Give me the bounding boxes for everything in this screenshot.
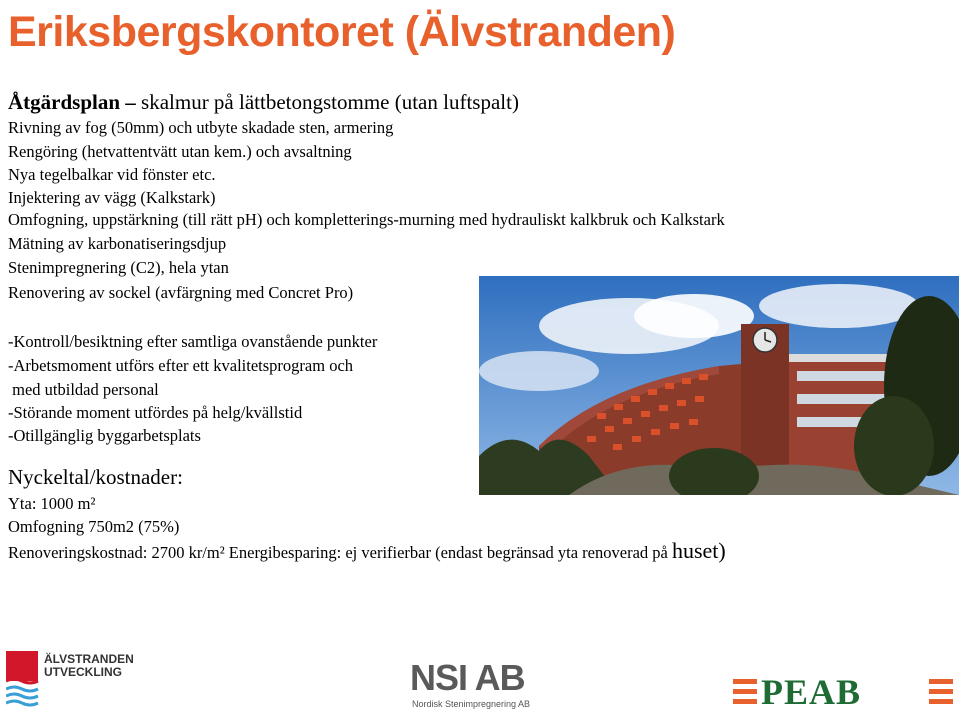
action-plan-heading-bold: Åtgärdsplan – bbox=[8, 90, 136, 114]
note-1: -Kontroll/besiktning efter samtliga ovanstående punkter bbox=[8, 332, 378, 351]
alvstranden-logo bbox=[6, 651, 136, 711]
action-item-2: Rengöring (hetvattentvätt utan kem.) och avsaltning bbox=[8, 142, 352, 161]
key-figures-heading: Nyckeltal/kostnader: bbox=[8, 465, 183, 489]
key-figure-repointing: Omfogning 750m2 (75%) bbox=[8, 517, 180, 536]
action-item-1: Rivning av fog (50mm) och utbyte skadade sten, armering bbox=[8, 118, 394, 137]
action-plan-heading-rest: skalmur på lättbetongstomme (utan luftspalt) bbox=[135, 90, 519, 114]
note-2: -Arbetsmoment utförs efter ett kvalitetsprogram och bbox=[8, 356, 354, 375]
alvstranden-logo-mark bbox=[6, 651, 40, 709]
peab-logo-word: PEAB bbox=[761, 672, 862, 712]
key-figure-area: Yta: 1000 m² bbox=[8, 494, 96, 513]
action-plan-heading bbox=[8, 90, 519, 114]
peab-logo bbox=[733, 672, 953, 712]
key-figure-cost-end: huset) bbox=[671, 538, 726, 563]
building-photo bbox=[479, 276, 959, 495]
alvstranden-logo-line1: ÄLVSTRANDEN bbox=[44, 652, 134, 666]
page-title: Eriksbergskontoret (Älvstranden) bbox=[8, 8, 676, 56]
nsi-logo-word: NSI AB bbox=[410, 657, 525, 698]
action-item-5: Omfogning, uppstärkning (till rätt pH) och kompletterings-murning med hydrauliskt kalkbruk och Kalkstark bbox=[8, 210, 725, 229]
nsi-logo bbox=[410, 658, 540, 714]
alvstranden-logo-text bbox=[44, 653, 134, 679]
action-item-7: Stenimpregnering (C2), hela ytan bbox=[8, 258, 229, 277]
note-5: -Otillgänglig byggarbetsplats bbox=[8, 426, 201, 445]
note-4: -Störande moment utfördes på helg/kvällstid bbox=[8, 403, 303, 422]
note-3: med utbildad personal bbox=[8, 380, 159, 399]
alvstranden-logo-line2: UTVECKLING bbox=[44, 665, 122, 679]
key-figure-cost bbox=[8, 538, 726, 563]
action-item-4: Injektering av vägg (Kalkstark) bbox=[8, 188, 216, 207]
nsi-logo-subtitle: Nordisk Stenimpregnering AB bbox=[412, 699, 531, 709]
key-figure-cost-text: Renoveringskostnad: 2700 kr/m² Energibesparing: ej verifierbar (endast begränsad yta renoverad på bbox=[8, 543, 672, 562]
action-item-8: Renovering av sockel (avfärgning med Concret Pro) bbox=[8, 283, 354, 302]
action-item-6: Mätning av karbonatiseringsdjup bbox=[8, 234, 227, 253]
action-item-3: Nya tegelbalkar vid fönster etc. bbox=[8, 165, 216, 184]
